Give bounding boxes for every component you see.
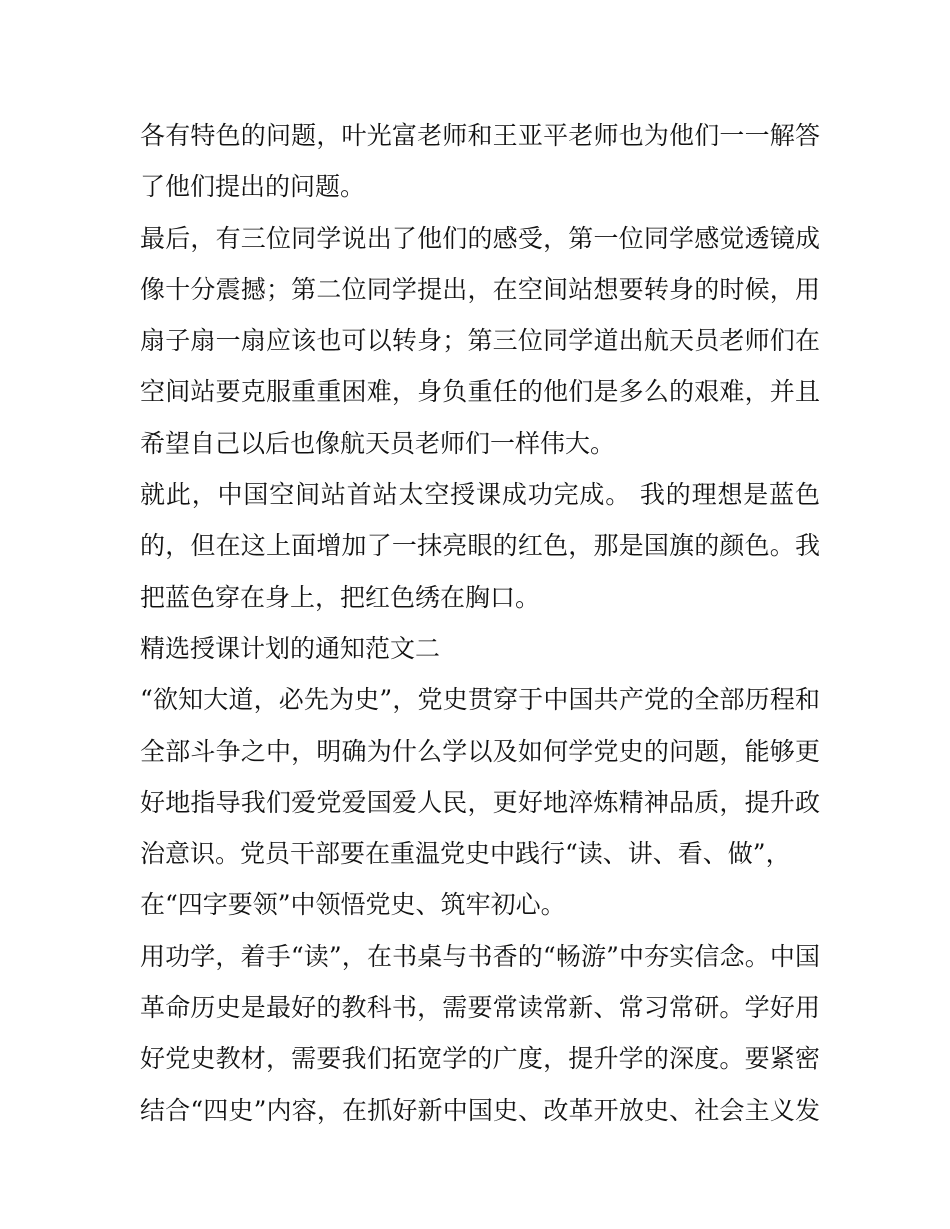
text-line-20: 结合“四史”内容，在抓好新中国史、改革开放史、社会主义发 [140,1095,820,1125]
text-line-17: 用功学，着手“读”，在书桌与书香的“畅游”中夯实信念。中国 [140,941,820,971]
text-line-1: 各有特色的问题，叶光富老师和王亚平老师也为他们一一解答 [140,121,820,150]
text-line-12: “欲知大道，必先为史”，党史贯穿于中国共产党的全部历程和 [140,685,820,715]
text-line-7: 希望自己以后也像航天员老师们一样伟大。 [140,428,616,458]
text-line-6: 空间站要克服重重困难，身负重任的他们是多么的艰难，并且 [140,377,820,407]
text-line-4: 像十分震撼；第二位同学提出，在空间站想要转身的时候，用 [140,274,820,304]
text-line-19: 好党史教材，需要我们拓宽学的广度，提升学的深度。要紧密 [140,1044,820,1074]
text-line-15: 治意识。党员干部要在重温党史中践行“读、讲、看、做”， [140,839,791,869]
text-line-16: 在“四字要领”中领悟党史、筑牢初心。 [140,890,566,920]
text-line-2: 了他们提出的问题。 [140,172,366,202]
text-line-14: 好地指导我们爱党爱国爱人民，更好地淬炼精神品质，提升政 [140,787,820,817]
text-line-13: 全部斗争之中，明确为什么学以及如何学党史的问题，能够更 [140,736,820,766]
text-line-3: 最后，有三位同学说出了他们的感受，第一位同学感觉透镜成 [140,223,820,253]
text-line-10: 把蓝色穿在身上，把红色绣在胸口。 [140,582,541,612]
text-line-5: 扇子扇一扇应该也可以转身；第三位同学道出航天员老师们在 [140,326,820,356]
text-line-18: 革命历史是最好的教科书，需要常读常新、常习常研。学好用 [140,993,820,1023]
section-heading: 精选授课计划的通知范文二 [140,633,441,663]
text-line-8: 就此，中国空间站首站太空授课成功完成。 我的理想是蓝色 [140,480,820,510]
document-body [140,110,820,1136]
text-line-9: 的，但在这上面增加了一抹亮眼的红色，那是国旗的颜色。我 [140,531,820,561]
